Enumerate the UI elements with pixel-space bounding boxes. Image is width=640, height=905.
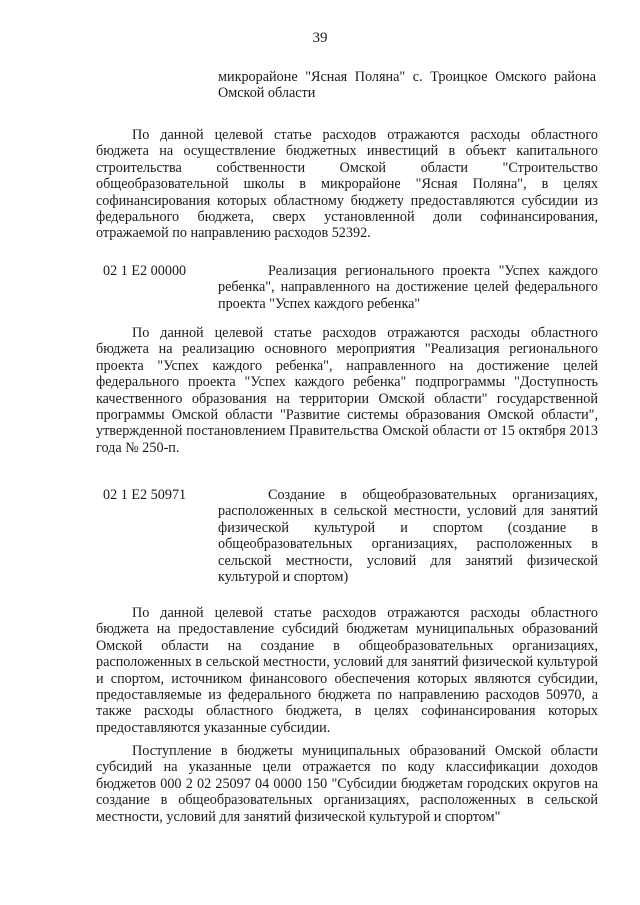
section-2-code: 02 1 E2 50971 <box>103 487 187 503</box>
paragraph-2-text: По данной целевой статье расходов отражаются расходы областного бюджета на реализацию основного мероприятия "Реализация регионального проекта "Успех каждого ребенка", направленного на достижение целей федерального проекта "Успех каждого ребенка" подпрограммы "Доступность качественного образования на территории Омской области" государственной программы Омской области "Развитие системы образования Омской области", утвержденной постановлением Правительства Омской области от 15 октября 2013 года № 250-п. <box>96 325 598 456</box>
section-2-title <box>218 487 598 585</box>
section-1-title-text: Реализация регионального проекта "Успех каждого ребенка", направленного на достижение целей федерального проекта "Успех каждого ребенка" <box>218 263 598 312</box>
paragraph-3 <box>96 605 598 736</box>
paragraph-2 <box>96 325 598 456</box>
heading-continuation <box>218 69 596 102</box>
heading-continuation-text: микрорайоне "Ясная Поляна" с. Троицкое Омского района Омской области <box>218 69 596 102</box>
section-1-code: 02 1 E2 00000 <box>103 263 187 279</box>
paragraph-4 <box>96 743 598 825</box>
paragraph-1 <box>96 127 598 242</box>
section-2-title-text: Создание в общеобразовательных организациях, расположенных в сельской местности, условий для занятий физической культурой и спортом (создание в общеобразовательных организациях, расположенных в сельской местности, условий для занятий физической культурой и спортом) <box>218 487 598 586</box>
paragraph-4-text: Поступление в бюджеты муниципальных образований Омской области субсидий на указанные цели отражается по коду классификации доходов бюджетов 000 2 02 25097 04 0000 150 "Субсидии бюджетам городских округов на создание в общеобразовательных организациях, расположенных в сельской местности, условий для занятий физической культурой и спортом" <box>96 743 598 825</box>
paragraph-3-text: По данной целевой статье расходов отражаются расходы областного бюджета на предоставление субсидий бюджетам муниципальных образований Омской области на создание в общеобразовательных организациях, расположенных в сельской местности, условий для занятий физической культурой и спортом, источником финансового обеспечения которых являются субсидии, предоставляемые из федерального бюджета по направлению расходов 50970, а также расходы областного бюджета, в целях софинансирования которых предоставляются указанные субсидии. <box>96 605 598 736</box>
section-1-title <box>218 263 598 312</box>
paragraph-1-text: По данной целевой статье расходов отражаются расходы областного бюджета на осуществление бюджетных инвестиций в объект капитального строительства собственности Омской области "Строительство общеобразовательной школы в микрорайоне "Ясная Поляна", в целях софинансирования которых областному бюджету предоставляются субсидии из федерального бюджета, сверх установленной доли софинансирования, отражаемой по направлению расходов 52392. <box>96 127 598 242</box>
page-number: 39 <box>312 30 328 46</box>
